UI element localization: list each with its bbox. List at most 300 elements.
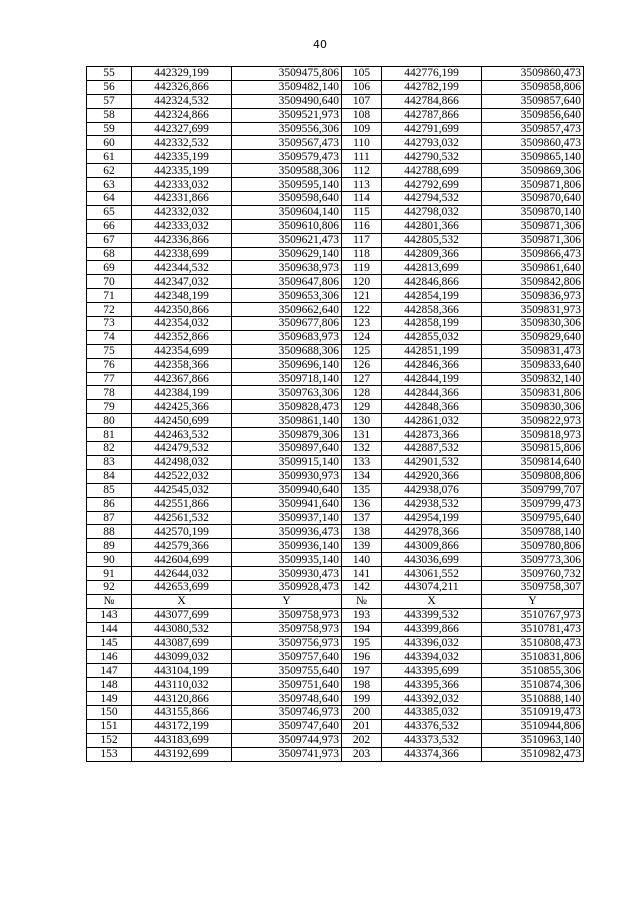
cell-y-coordinate: 3509677,806	[232, 317, 342, 331]
cell-x-coordinate: 442604,699	[132, 553, 232, 567]
cell-x-coordinate: 442978,366	[382, 525, 482, 539]
table-row	[87, 664, 584, 678]
cell-point-number: 70	[87, 275, 132, 289]
cell-y-coordinate: 3509836,973	[482, 289, 584, 303]
cell-point-number: 67	[87, 233, 132, 247]
cell-point-number: 133	[342, 455, 382, 469]
cell-y-coordinate: 3509556,306	[232, 122, 342, 136]
cell-y-coordinate: 3509683,973	[232, 330, 342, 344]
cell-x-coordinate: 442861,032	[382, 414, 482, 428]
cell-y-coordinate: 3509828,473	[232, 400, 342, 414]
cell-y-coordinate: 3509935,140	[232, 553, 342, 567]
cell-x-coordinate: 442813,699	[382, 261, 482, 275]
cell-y-coordinate: 3509930,473	[232, 567, 342, 581]
cell-y-coordinate: 3509741,973	[232, 747, 342, 761]
cell-point-number: 84	[87, 469, 132, 483]
cell-y-coordinate: 3510919,473	[482, 705, 584, 719]
table-row	[87, 705, 584, 719]
cell-y-coordinate: 3509595,140	[232, 178, 342, 192]
cell-x-coordinate: 443074,211	[382, 580, 482, 594]
table-row	[87, 289, 584, 303]
cell-x-coordinate: 442854,199	[382, 289, 482, 303]
table-row	[87, 358, 584, 372]
cell-point-number: 201	[342, 719, 382, 733]
cell-x-coordinate: 443374,366	[382, 747, 482, 761]
cell-y-coordinate: 3509688,306	[232, 344, 342, 358]
cell-x-coordinate: 442851,199	[382, 344, 482, 358]
cell-y-coordinate: 3509718,140	[232, 372, 342, 386]
cell-y-coordinate: 3509832,140	[482, 372, 584, 386]
cell-point-number: 106	[342, 80, 382, 94]
cell-x-coordinate: 442784,866	[382, 94, 482, 108]
cell-point-number: 87	[87, 511, 132, 525]
cell-point-number: 65	[87, 205, 132, 219]
cell-y-coordinate: 3509861,640	[482, 261, 584, 275]
cell-x-coordinate: 442329,199	[132, 67, 232, 81]
cell-y-coordinate: 3509860,473	[482, 67, 584, 81]
cell-point-number: 131	[342, 428, 382, 442]
cell-x-coordinate: 442805,532	[382, 233, 482, 247]
table-row	[87, 539, 584, 553]
cell-x-coordinate: 443087,699	[132, 636, 232, 650]
cell-x-coordinate: 442858,366	[382, 303, 482, 317]
cell-point-number: 151	[87, 719, 132, 733]
cell-point-number: 79	[87, 400, 132, 414]
cell-point-number: 81	[87, 428, 132, 442]
cell-x-coordinate: 442782,199	[382, 80, 482, 94]
cell-y-coordinate: 3509475,806	[232, 67, 342, 81]
cell-point-number: 115	[342, 205, 382, 219]
cell-point-number: 199	[342, 692, 382, 706]
table-row	[87, 386, 584, 400]
cell-point-number: 196	[342, 650, 382, 664]
table-row	[87, 567, 584, 581]
cell-x-coordinate: 443009,866	[382, 539, 482, 553]
cell-y-coordinate: 3509751,640	[232, 678, 342, 692]
cell-point-number: 152	[87, 733, 132, 747]
cell-point-number: 59	[87, 122, 132, 136]
cell-x-coordinate: 442358,366	[132, 358, 232, 372]
cell-x-coordinate: 443104,199	[132, 664, 232, 678]
cell-point-number: 91	[87, 567, 132, 581]
cell-y-coordinate: 3509861,140	[232, 414, 342, 428]
cell-y-coordinate: 3510944,806	[482, 719, 584, 733]
cell-y-coordinate: 3509579,473	[232, 150, 342, 164]
table-row	[87, 317, 584, 331]
cell-point-number: 56	[87, 80, 132, 94]
cell-y-coordinate: 3509842,806	[482, 275, 584, 289]
cell-x-coordinate: 443099,032	[132, 650, 232, 664]
cell-x-coordinate: 443080,532	[132, 622, 232, 636]
cell-point-number: 118	[342, 247, 382, 261]
table-row	[87, 372, 584, 386]
cell-y-coordinate: 3509758,973	[232, 608, 342, 622]
cell-point-number: 109	[342, 122, 382, 136]
cell-x-coordinate: 443172,199	[132, 719, 232, 733]
cell-point-number: 66	[87, 219, 132, 233]
cell-x-coordinate: 442561,532	[132, 511, 232, 525]
cell-x-coordinate: 442901,532	[382, 455, 482, 469]
cell-point-number: 105	[342, 67, 382, 81]
cell-y-coordinate: 3510982,473	[482, 747, 584, 761]
table-row	[87, 94, 584, 108]
cell-y-coordinate: 3509756,973	[232, 636, 342, 650]
cell-y-coordinate: 3509830,306	[482, 400, 584, 414]
cell-point-number: 68	[87, 247, 132, 261]
cell-point-number: 141	[342, 567, 382, 581]
table-row	[87, 622, 584, 636]
cell-x-coordinate: 443077,699	[132, 608, 232, 622]
table-row	[87, 608, 584, 622]
cell-y-coordinate: 3509567,473	[232, 136, 342, 150]
cell-x-coordinate: 442463,532	[132, 428, 232, 442]
table-row	[87, 178, 584, 192]
cell-y-coordinate: 3509928,473	[232, 580, 342, 594]
cell-point-number: 125	[342, 344, 382, 358]
table-row	[87, 400, 584, 414]
cell-x-coordinate: 442338,699	[132, 247, 232, 261]
cell-y-coordinate: 3509757,640	[232, 650, 342, 664]
cell-point-number: 74	[87, 330, 132, 344]
cell-point-number: 146	[87, 650, 132, 664]
cell-point-number: 153	[87, 747, 132, 761]
cell-x-coordinate: 443399,866	[382, 622, 482, 636]
cell-x-coordinate: 442367,866	[132, 372, 232, 386]
cell-x-coordinate: 442336,866	[132, 233, 232, 247]
cell-x-coordinate: 442522,032	[132, 469, 232, 483]
cell-y-coordinate: 3509758,973	[232, 622, 342, 636]
cell-point-number: 145	[87, 636, 132, 650]
cell-x-coordinate: 442326,866	[132, 80, 232, 94]
cell-point-number: 69	[87, 261, 132, 275]
cell-point-number: 202	[342, 733, 382, 747]
column-header: X	[382, 594, 482, 608]
column-header: №	[87, 594, 132, 608]
cell-y-coordinate: 3509865,140	[482, 150, 584, 164]
cell-point-number: 82	[87, 442, 132, 456]
table-row	[87, 261, 584, 275]
cell-point-number: 121	[342, 289, 382, 303]
cell-point-number: 92	[87, 580, 132, 594]
cell-y-coordinate: 3509940,640	[232, 483, 342, 497]
cell-y-coordinate: 3509746,973	[232, 705, 342, 719]
cell-y-coordinate: 3509815,806	[482, 442, 584, 456]
cell-point-number: 114	[342, 192, 382, 206]
cell-x-coordinate: 442844,366	[382, 386, 482, 400]
cell-x-coordinate: 442352,866	[132, 330, 232, 344]
cell-y-coordinate: 3509930,973	[232, 469, 342, 483]
cell-point-number: 77	[87, 372, 132, 386]
cell-x-coordinate: 442354,032	[132, 317, 232, 331]
cell-x-coordinate: 442954,199	[382, 511, 482, 525]
table-row	[87, 192, 584, 206]
cell-x-coordinate: 442798,032	[382, 205, 482, 219]
cell-point-number: 129	[342, 400, 382, 414]
cell-y-coordinate: 3510874,306	[482, 678, 584, 692]
cell-x-coordinate: 442333,032	[132, 219, 232, 233]
table-row	[87, 678, 584, 692]
table-header-row	[87, 594, 584, 608]
cell-x-coordinate: 443399,532	[382, 608, 482, 622]
cell-point-number: 138	[342, 525, 382, 539]
cell-y-coordinate: 3509653,306	[232, 289, 342, 303]
cell-x-coordinate: 442332,532	[132, 136, 232, 150]
cell-y-coordinate: 3509773,306	[482, 553, 584, 567]
cell-point-number: 110	[342, 136, 382, 150]
cell-point-number: 72	[87, 303, 132, 317]
table-row	[87, 344, 584, 358]
table-row	[87, 205, 584, 219]
cell-y-coordinate: 3509829,640	[482, 330, 584, 344]
cell-point-number: 60	[87, 136, 132, 150]
cell-point-number: 124	[342, 330, 382, 344]
cell-x-coordinate: 442579,366	[132, 539, 232, 553]
cell-point-number: 57	[87, 94, 132, 108]
cell-x-coordinate: 442570,199	[132, 525, 232, 539]
cell-point-number: 86	[87, 497, 132, 511]
cell-y-coordinate: 3509799,473	[482, 497, 584, 511]
table-row	[87, 636, 584, 650]
cell-y-coordinate: 3509598,640	[232, 192, 342, 206]
cell-y-coordinate: 3509755,640	[232, 664, 342, 678]
cell-x-coordinate: 443395,366	[382, 678, 482, 692]
cell-x-coordinate: 443061,552	[382, 567, 482, 581]
cell-x-coordinate: 442792,699	[382, 178, 482, 192]
cell-y-coordinate: 3509780,806	[482, 539, 584, 553]
cell-point-number: 120	[342, 275, 382, 289]
cell-point-number: 134	[342, 469, 382, 483]
cell-x-coordinate: 442332,032	[132, 205, 232, 219]
cell-y-coordinate: 3510808,473	[482, 636, 584, 650]
cell-x-coordinate: 442848,366	[382, 400, 482, 414]
cell-point-number: 130	[342, 414, 382, 428]
cell-point-number: 194	[342, 622, 382, 636]
cell-y-coordinate: 3509856,640	[482, 108, 584, 122]
cell-y-coordinate: 3509744,973	[232, 733, 342, 747]
table-row	[87, 414, 584, 428]
table-row	[87, 233, 584, 247]
cell-x-coordinate: 443395,699	[382, 664, 482, 678]
cell-x-coordinate: 442344,532	[132, 261, 232, 275]
cell-y-coordinate: 3509897,640	[232, 442, 342, 456]
cell-y-coordinate: 3509941,640	[232, 497, 342, 511]
column-header: Y	[482, 594, 584, 608]
cell-y-coordinate: 3509588,306	[232, 164, 342, 178]
cell-x-coordinate: 442479,532	[132, 442, 232, 456]
cell-point-number: 116	[342, 219, 382, 233]
table-row	[87, 469, 584, 483]
cell-point-number: 136	[342, 497, 382, 511]
cell-x-coordinate: 443183,699	[132, 733, 232, 747]
cell-x-coordinate: 442793,032	[382, 136, 482, 150]
cell-y-coordinate: 3509831,973	[482, 303, 584, 317]
cell-point-number: 73	[87, 317, 132, 331]
cell-x-coordinate: 442333,032	[132, 178, 232, 192]
cell-y-coordinate: 3509830,306	[482, 317, 584, 331]
cell-point-number: 119	[342, 261, 382, 275]
cell-point-number: 58	[87, 108, 132, 122]
table-row	[87, 511, 584, 525]
cell-x-coordinate: 443385,032	[382, 705, 482, 719]
cell-x-coordinate: 443376,532	[382, 719, 482, 733]
cell-x-coordinate: 442335,199	[132, 150, 232, 164]
column-header: X	[132, 594, 232, 608]
table-row	[87, 108, 584, 122]
cell-x-coordinate: 442858,199	[382, 317, 482, 331]
cell-y-coordinate: 3509869,306	[482, 164, 584, 178]
cell-x-coordinate: 442776,199	[382, 67, 482, 81]
cell-x-coordinate: 442801,366	[382, 219, 482, 233]
cell-y-coordinate: 3509610,806	[232, 219, 342, 233]
cell-y-coordinate: 3509857,640	[482, 94, 584, 108]
table-row	[87, 580, 584, 594]
cell-point-number: 198	[342, 678, 382, 692]
cell-x-coordinate: 442644,032	[132, 567, 232, 581]
cell-x-coordinate: 442327,699	[132, 122, 232, 136]
cell-x-coordinate: 442846,366	[382, 358, 482, 372]
cell-x-coordinate: 442425,366	[132, 400, 232, 414]
cell-point-number: 122	[342, 303, 382, 317]
cell-y-coordinate: 3509808,806	[482, 469, 584, 483]
cell-point-number: 144	[87, 622, 132, 636]
column-header: Y	[232, 594, 342, 608]
cell-x-coordinate: 442331,866	[132, 192, 232, 206]
table-row	[87, 553, 584, 567]
cell-point-number: 140	[342, 553, 382, 567]
cell-point-number: 193	[342, 608, 382, 622]
cell-point-number: 83	[87, 455, 132, 469]
table-row	[87, 136, 584, 150]
cell-point-number: 111	[342, 150, 382, 164]
cell-x-coordinate: 442790,532	[382, 150, 482, 164]
cell-point-number: 143	[87, 608, 132, 622]
cell-x-coordinate: 443392,032	[382, 692, 482, 706]
table-row	[87, 247, 584, 261]
cell-y-coordinate: 3510831,806	[482, 650, 584, 664]
cell-x-coordinate: 442348,199	[132, 289, 232, 303]
cell-y-coordinate: 3509748,640	[232, 692, 342, 706]
table-row	[87, 164, 584, 178]
cell-y-coordinate: 3509799,707	[482, 483, 584, 497]
cell-point-number: 85	[87, 483, 132, 497]
cell-x-coordinate: 443036,699	[382, 553, 482, 567]
cell-y-coordinate: 3509866,473	[482, 247, 584, 261]
cell-x-coordinate: 442653,699	[132, 580, 232, 594]
cell-y-coordinate: 3509788,140	[482, 525, 584, 539]
cell-point-number: 63	[87, 178, 132, 192]
cell-point-number: 113	[342, 178, 382, 192]
table-row	[87, 275, 584, 289]
cell-y-coordinate: 3509760,732	[482, 567, 584, 581]
cell-y-coordinate: 3510888,140	[482, 692, 584, 706]
cell-x-coordinate: 443120,866	[132, 692, 232, 706]
table-row	[87, 733, 584, 747]
page-number: 40	[313, 38, 327, 51]
cell-point-number: 55	[87, 67, 132, 81]
table-row	[87, 150, 584, 164]
cell-point-number: 64	[87, 192, 132, 206]
table-row	[87, 442, 584, 456]
cell-y-coordinate: 3509860,473	[482, 136, 584, 150]
cell-point-number: 200	[342, 705, 382, 719]
table-row	[87, 330, 584, 344]
cell-point-number: 139	[342, 539, 382, 553]
cell-point-number: 89	[87, 539, 132, 553]
cell-y-coordinate: 3509936,140	[232, 539, 342, 553]
cell-y-coordinate: 3509915,140	[232, 455, 342, 469]
cell-y-coordinate: 3509831,473	[482, 344, 584, 358]
cell-point-number: 127	[342, 372, 382, 386]
cell-point-number: 75	[87, 344, 132, 358]
table-row	[87, 428, 584, 442]
cell-point-number: 108	[342, 108, 382, 122]
cell-x-coordinate: 442551,866	[132, 497, 232, 511]
cell-x-coordinate: 442846,866	[382, 275, 482, 289]
cell-point-number: 150	[87, 705, 132, 719]
cell-x-coordinate: 442324,532	[132, 94, 232, 108]
cell-point-number: 137	[342, 511, 382, 525]
cell-point-number: 71	[87, 289, 132, 303]
table-row	[87, 80, 584, 94]
cell-x-coordinate: 442350,866	[132, 303, 232, 317]
cell-x-coordinate: 442787,866	[382, 108, 482, 122]
cell-y-coordinate: 3509521,973	[232, 108, 342, 122]
table-row	[87, 525, 584, 539]
table-row	[87, 303, 584, 317]
cell-point-number: 203	[342, 747, 382, 761]
table-row	[87, 719, 584, 733]
table-row	[87, 455, 584, 469]
cell-x-coordinate: 442384,199	[132, 386, 232, 400]
cell-x-coordinate: 442450,699	[132, 414, 232, 428]
table-row	[87, 483, 584, 497]
table-row	[87, 692, 584, 706]
table-row	[87, 497, 584, 511]
cell-x-coordinate: 442873,366	[382, 428, 482, 442]
cell-y-coordinate: 3509936,473	[232, 525, 342, 539]
cell-point-number: 142	[342, 580, 382, 594]
cell-y-coordinate: 3509833,640	[482, 358, 584, 372]
cell-point-number: 117	[342, 233, 382, 247]
cell-point-number: 112	[342, 164, 382, 178]
cell-y-coordinate: 3509696,140	[232, 358, 342, 372]
cell-y-coordinate: 3509937,140	[232, 511, 342, 525]
cell-x-coordinate: 443396,032	[382, 636, 482, 650]
cell-x-coordinate: 442887,532	[382, 442, 482, 456]
cell-x-coordinate: 442545,032	[132, 483, 232, 497]
cell-y-coordinate: 3509758,307	[482, 580, 584, 594]
cell-y-coordinate: 3509870,140	[482, 205, 584, 219]
cell-y-coordinate: 3509870,640	[482, 192, 584, 206]
cell-y-coordinate: 3509629,140	[232, 247, 342, 261]
cell-point-number: 128	[342, 386, 382, 400]
cell-x-coordinate: 442335,199	[132, 164, 232, 178]
table-row	[87, 122, 584, 136]
cell-x-coordinate: 442794,532	[382, 192, 482, 206]
cell-y-coordinate: 3509482,140	[232, 80, 342, 94]
cell-point-number: 195	[342, 636, 382, 650]
cell-x-coordinate: 442498,032	[132, 455, 232, 469]
table-row	[87, 747, 584, 761]
cell-y-coordinate: 3509604,140	[232, 205, 342, 219]
cell-y-coordinate: 3509763,306	[232, 386, 342, 400]
cell-x-coordinate: 442809,366	[382, 247, 482, 261]
cell-y-coordinate: 3509871,306	[482, 233, 584, 247]
cell-y-coordinate: 3509662,640	[232, 303, 342, 317]
cell-x-coordinate: 442938,532	[382, 497, 482, 511]
cell-point-number: 126	[342, 358, 382, 372]
cell-y-coordinate: 3509795,640	[482, 511, 584, 525]
